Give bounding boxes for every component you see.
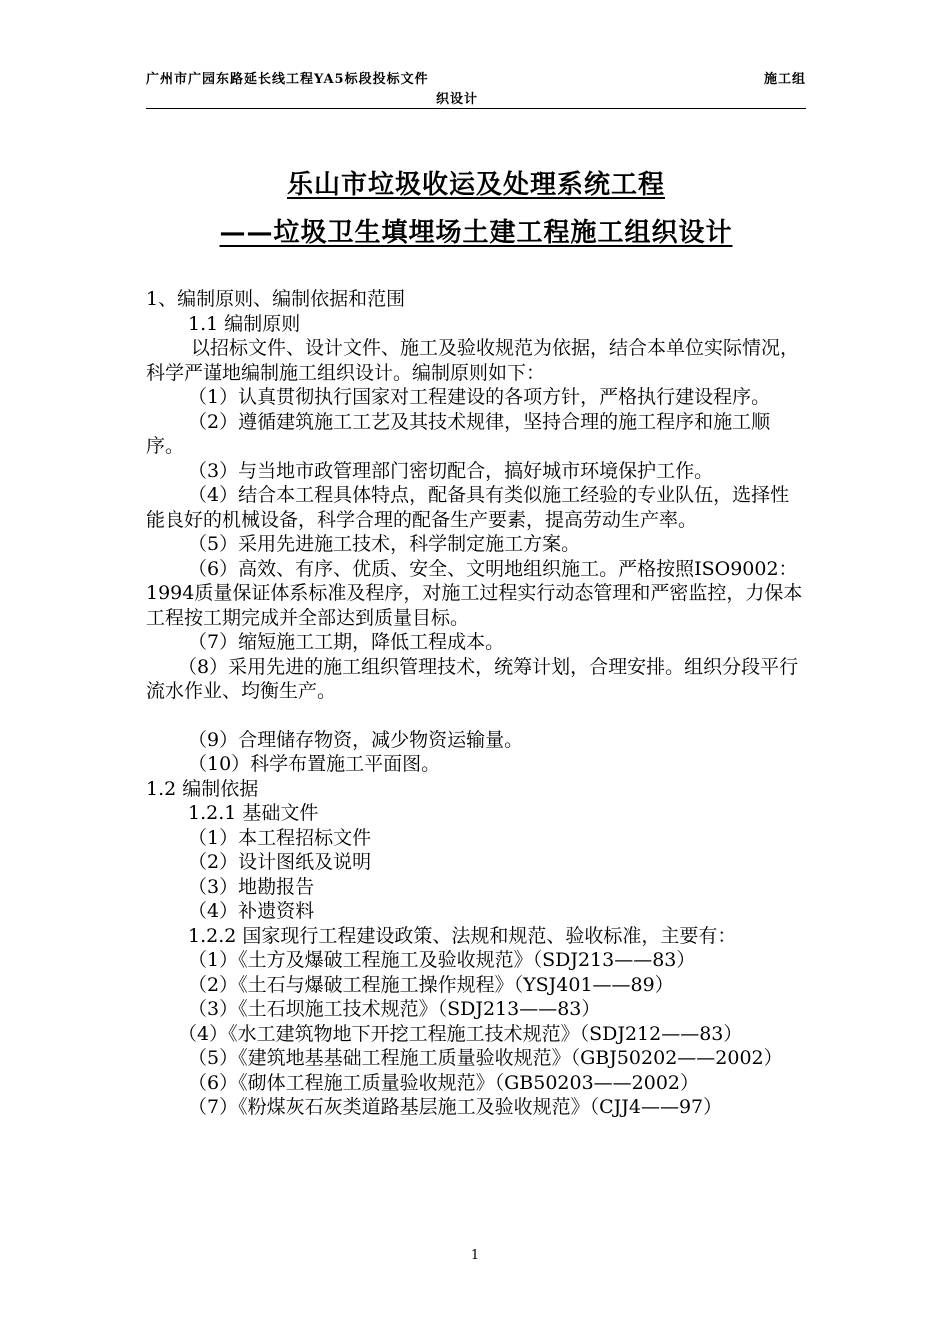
principle-item-10: （10）科学布置施工平面图。 xyxy=(188,753,441,775)
basis-item-1: （1）本工程招标文件 xyxy=(188,826,372,849)
subsection-heading-1-1: 1.1 编制原则 xyxy=(188,312,301,335)
principle-item-2: （2）遵循建筑施工工艺及其技术规律，坚持合理的施工程序和施工顺序。 xyxy=(146,410,771,457)
principle-item-8: （8）采用先进的施工组织管理技术，统筹计划，合理安排。组织分段平行流水作业、均衡生产。 xyxy=(146,655,799,702)
subsection-heading-1-2-2: 1.2.2 国家现行工程建设政策、法规和规范、验收标准，主要有： xyxy=(188,924,737,947)
regulation-item-6: （6）《砌体工程施工质量验收规范》（GB50203——2002） xyxy=(188,1071,700,1094)
document-body xyxy=(146,287,806,1120)
regulation-item-4: （4）《水工建筑物地下开挖工程施工技术规范》（SDJ212——83） xyxy=(178,1022,743,1045)
basis-item-3: （3）地勘报告 xyxy=(188,875,315,898)
section-heading-1: 1、编制原则、编制依据和范围 xyxy=(146,288,406,310)
header-right-text: 施工组 xyxy=(763,72,806,87)
regulation-item-5: （5）《建筑地基基础工程施工质量验收规范》（GBJ50202——2002） xyxy=(188,1047,783,1069)
principle-item-7: （7）缩短施工工期，降低工程成本。 xyxy=(188,631,505,653)
principle-item-6: （6）高效、有序、优质、安全、文明地组织施工。严格按照ISO9002：1994质量保证体系标准及程序，对施工过程实行动态管理和严密监控，力保本工程按工期完成并全部达到质量目标。 xyxy=(146,557,803,629)
principle-item-5: （5）采用先进施工技术，科学制定施工方案。 xyxy=(188,533,581,555)
paragraph-intro: 以招标文件、设计文件、施工及验收规范为依据，结合本单位实际情况，科学严谨地编制施工组织设计。编制原则如下： xyxy=(146,337,800,384)
regulation-item-2: （2）《土石与爆破工程施工操作规程》（YSJ401——89） xyxy=(188,973,674,996)
basis-item-4: （4）补遗资料 xyxy=(188,900,315,922)
principle-item-4: （4）结合本工程具体特点，配备具有类似施工经验的专业队伍，选择性能良好的机械设备，科学合理的配备生产要素，提高劳动生产率。 xyxy=(146,484,790,531)
subsection-heading-1-2: 1.2 编制依据 xyxy=(146,777,259,800)
principle-item-3: （3）与当地市政管理部门密切配合，搞好城市环境保护工作。 xyxy=(188,459,714,482)
page-number: 1 xyxy=(470,1248,480,1263)
basis-item-2: （2）设计图纸及说明 xyxy=(188,851,372,873)
regulation-item-1: （1）《土方及爆破工程施工及验收规范》（SDJ213——83） xyxy=(188,949,696,971)
regulation-item-7: （7）《粉煤灰石灰类道路基层施工及验收规范》（CJJ4——97） xyxy=(188,1096,723,1118)
page-header xyxy=(146,62,806,109)
blank-line xyxy=(146,704,806,728)
subsection-heading-1-2-1: 1.2.1 基础文件 xyxy=(188,802,319,824)
document-title-line2: ——垃圾卫生填埋场土建工程施工组织设计 xyxy=(219,218,733,248)
principle-item-1: （1）认真贯彻执行国家对工程建设的各项方针，严格执行建设程序。 xyxy=(188,386,771,408)
header-continuation-text: 织设计 xyxy=(436,92,479,107)
principle-item-9: （9）合理储存物资，减少物资运输量。 xyxy=(188,728,524,751)
regulation-item-3: （3）《土石坝施工技术规范》（SDJ213——83） xyxy=(188,998,601,1020)
header-left-text: 广州市广园东路延长线工程YA5标段投标文件 xyxy=(146,72,429,87)
document-title-line1: 乐山市垃圾收运及处理系统工程 xyxy=(286,170,665,200)
